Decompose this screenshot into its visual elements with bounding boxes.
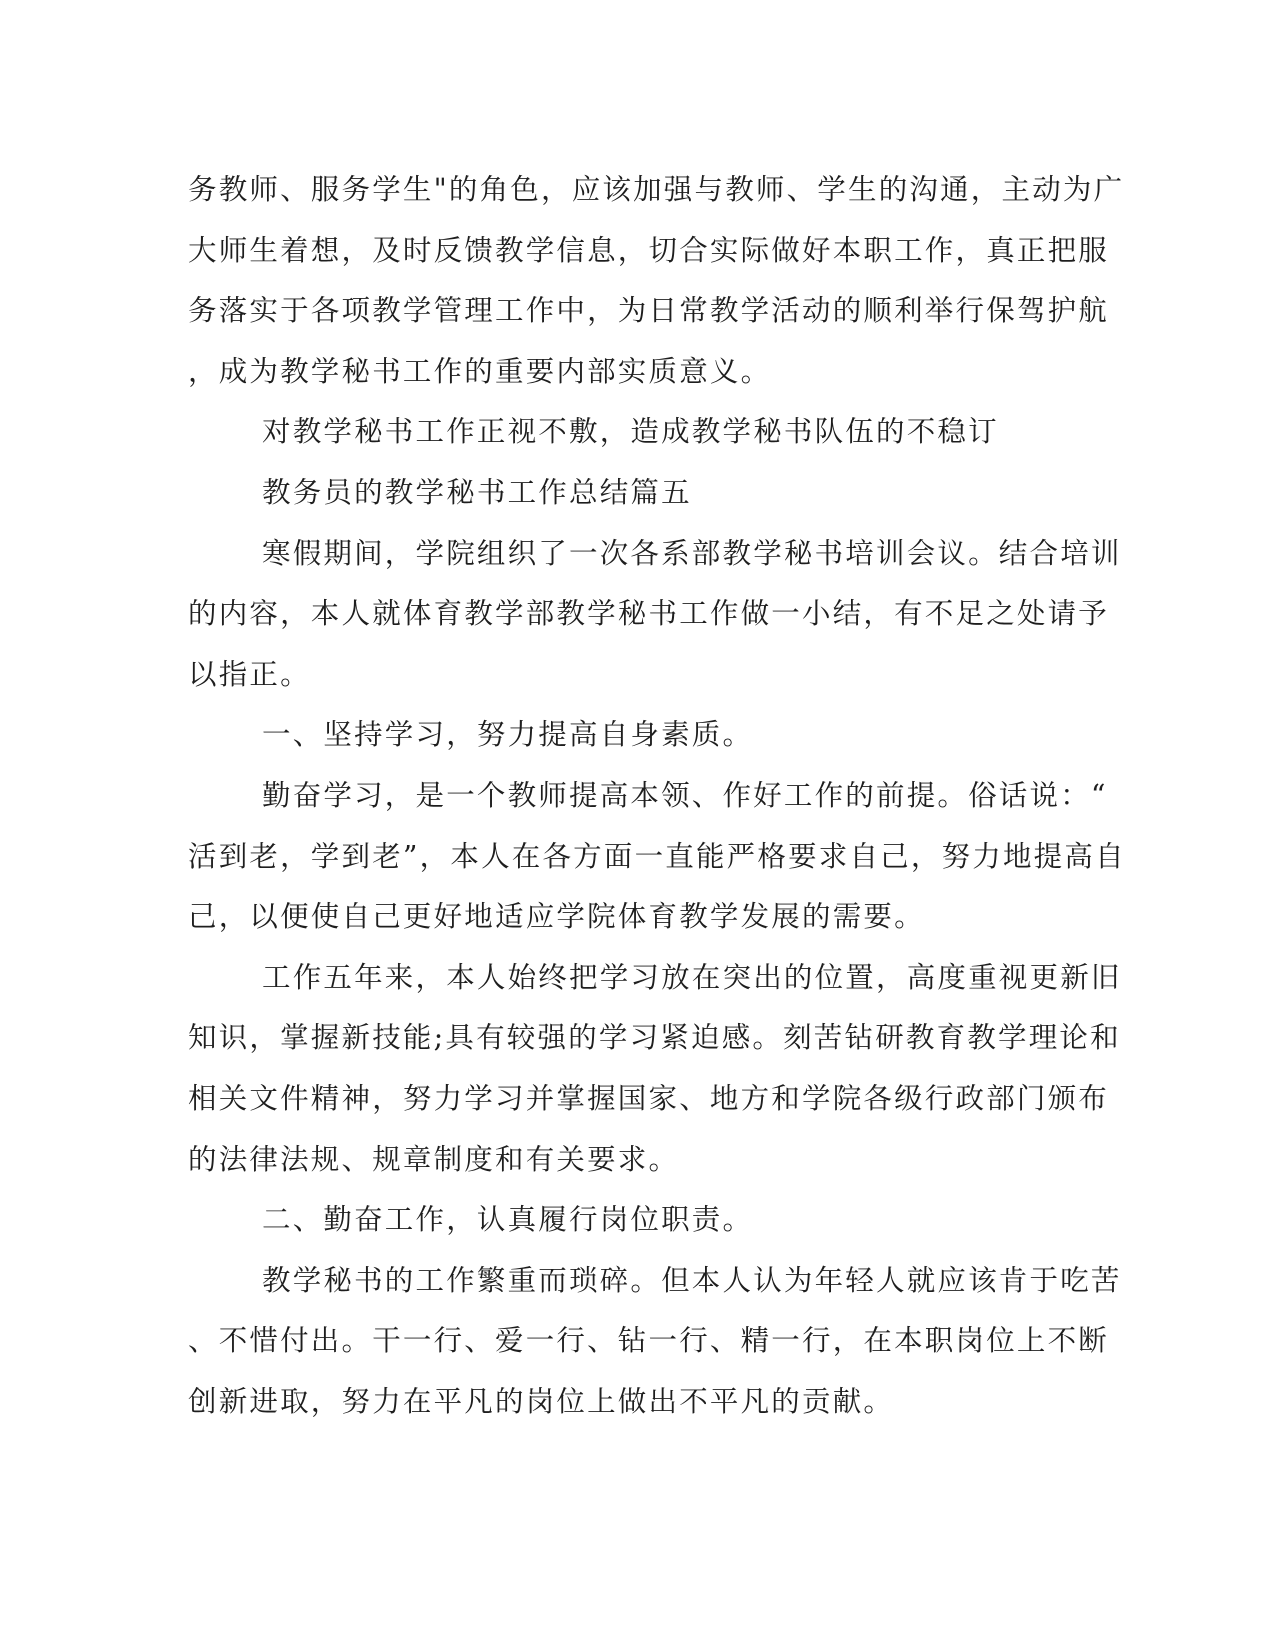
document-body — [188, 160, 1126, 1432]
section-heading: 二、勤奋工作，认真履行岗位职责。 — [262, 1203, 754, 1237]
paragraph-line: 务教师、服务学生"的角色，应该加强与教师、学生的沟通，主动为广 — [188, 173, 1125, 206]
paragraph-line: 教学秘书的工作繁重而琐碎。但本人认为年轻人就应该肯于吃苦 — [262, 1263, 1122, 1297]
paragraph-line: 寒假期间，学院组织了一次各系部教学秘书培训会议。结合培训 — [262, 536, 1122, 570]
paragraph-line: 的法律法规、规章制度和有关要求。 — [188, 1142, 680, 1176]
paragraph-line: 活到老，学到老”，本人在各方面一直能严格要求自己，努力地提高自 — [188, 839, 1126, 873]
paragraph-line: ，成为教学秘书工作的重要内部实质意义。 — [188, 354, 772, 388]
paragraph-line: 务落实于各项教学管理工作中，为日常教学活动的顺利举行保驾护航 — [188, 294, 1110, 328]
paragraph-line: 相关文件精神，努力学习并掌握国家、地方和学院各级行政部门颁布 — [188, 1081, 1110, 1115]
paragraph-line: 的内容，本人就体育教学部教学秘书工作做一小结，有不足之处请予 — [188, 597, 1110, 631]
paragraph-line: 大师生着想，及时反馈教学信息，切合实际做好本职工作，真正把服 — [188, 233, 1110, 267]
paragraph-line: 己，以便使自己更好地适应学院体育教学发展的需要。 — [188, 900, 925, 934]
paragraph-line: 、不惜付出。干一行、爱一行、钻一行、精一行，在本职岗位上不断 — [188, 1324, 1110, 1358]
section-heading: 一、坚持学习，努力提高自身素质。 — [262, 718, 754, 752]
paragraph-line: 以指正。 — [188, 657, 311, 691]
paragraph-line: 勤奋学习，是一个教师提高本领、作好工作的前提。俗话说：“ — [262, 778, 1108, 812]
paragraph-line: 对教学秘书工作正视不敷，造成教学秘书队伍的不稳订 — [262, 415, 999, 449]
paragraph-line: 工作五年来，本人始终把学习放在突出的位置，高度重视更新旧 — [262, 960, 1122, 994]
paragraph-line: 知识，掌握新技能;具有较强的学习紧迫感。刻苦钻研教育教学理论和 — [188, 1021, 1121, 1055]
paragraph-line: 创新进取，努力在平凡的岗位上做出不平凡的贡献。 — [188, 1384, 895, 1418]
section-heading: 教务员的教学秘书工作总结篇五 — [262, 475, 692, 509]
